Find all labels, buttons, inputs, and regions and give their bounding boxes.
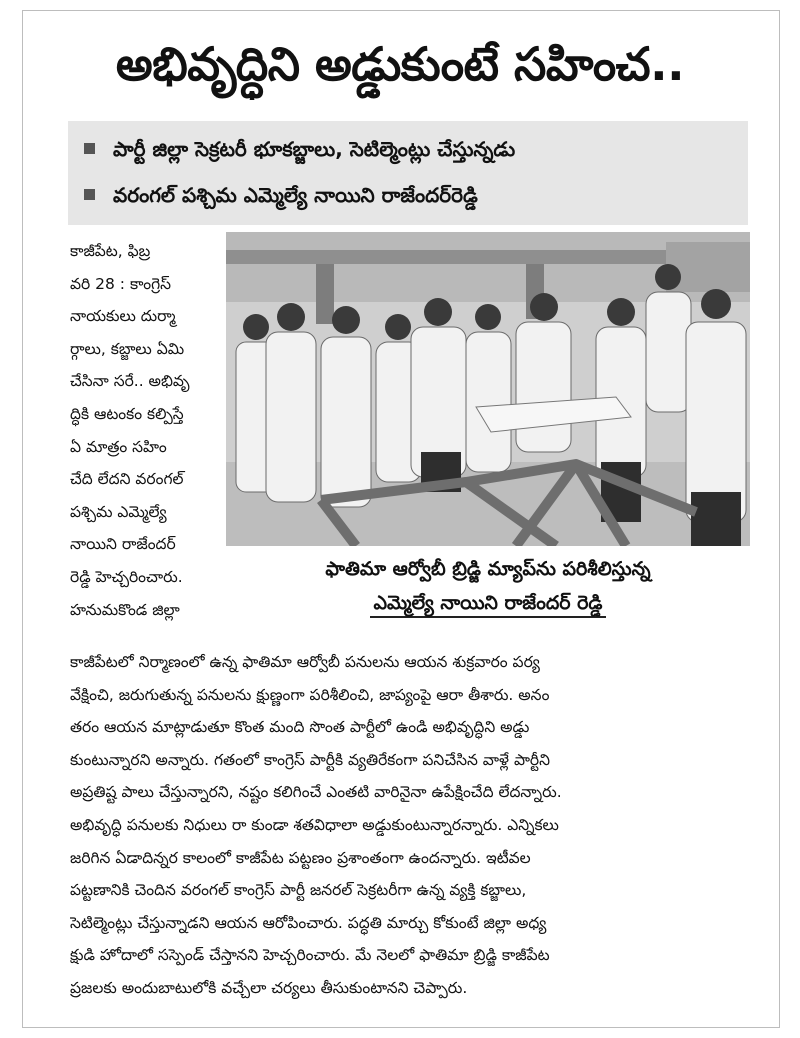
body-line: పట్టణానికి చెందిన వరంగల్ కాంగ్రెస్ పార్టీ జనరల్ సెక్రటరీగా ఉన్న వ్యక్తి కబ్జాలు, bbox=[70, 881, 527, 900]
bullet-square-icon bbox=[84, 143, 95, 154]
article-body-wide-column bbox=[70, 646, 750, 1005]
body-line: ద్ధికి ఆటంకం కల్పిస్తే bbox=[70, 404, 184, 423]
body-line: కుంటున్నారని అన్నారు. గతంలో కాంగ్రెస్ పార్టీకి వ్యతిరేకంగా పనిచేసిన వాళ్లే పార్టీని bbox=[70, 750, 551, 769]
body-line: ర్గాలు, కబ్జాలు ఏమి bbox=[70, 339, 185, 358]
body-line: నాయకులు దుర్మా bbox=[70, 307, 176, 326]
caption-line-2 bbox=[226, 588, 750, 618]
body-line: పశ్చిమ ఎమ్మెల్యే bbox=[70, 502, 167, 521]
subheading-box bbox=[68, 121, 748, 225]
body-line: అప్రతిష్ట పాలు చేస్తున్నారని, నష్టం కలిగించే ఎంతటి వారినైనా ఉపేక్షించేది లేదన్నారు. bbox=[70, 783, 562, 802]
caption-line-1: ఫాతిమా ఆర్వోబీ బ్రిడ్జి మ్యాప్‌ను పరిశీలిస్తున్న bbox=[325, 558, 651, 580]
body-line: వేక్షించి, జరుగుతున్న పనులను క్షుణ్ణంగా పరిశీలించి, జాప్యంపై ఆరా తీశారు. అనం bbox=[70, 685, 550, 704]
news-photo bbox=[226, 232, 750, 546]
body-line: క్షుడి హోదాలో సస్పెండ్ చేస్తానని హెచ్చరించారు. మే నెలలో ఫాతిమా బ్రిడ్జి కాజీపేట bbox=[70, 946, 550, 965]
subheading-2 bbox=[84, 175, 478, 215]
subheading-1 bbox=[84, 129, 515, 169]
news-photo-illustration bbox=[226, 232, 750, 546]
body-line: వరి 28 : కాంగ్రెస్ bbox=[70, 274, 171, 293]
body-line: కాజీపేటలో నిర్మాణంలో ఉన్న ఫాతిమా ఆర్వోబీ పనులను ఆయన శుక్రవారం పర్య bbox=[70, 653, 540, 671]
subheading-text: పార్టీ జిల్లా సెక్రటరీ భూకబ్జాలు, సెటిల్మెంట్లు చేస్తున్నడు bbox=[113, 137, 516, 161]
body-line: తరం ఆయన మాట్లాడుతూ కొంత మంది సొంత పార్టీలో ఉండి అభివృద్ధిని అడ్డు bbox=[70, 718, 530, 737]
subheading-text: వరంగల్ పశ్చిమ ఎమ్మెల్యే నాయిని రాజేందర్‌రెడ్డి bbox=[113, 183, 478, 207]
photo-caption bbox=[226, 548, 750, 628]
body-line: రెడ్డి హెచ్చరించారు. bbox=[70, 567, 183, 586]
body-line: చేది లేదని వరంగల్ bbox=[70, 470, 184, 489]
body-line: హనుమకొండ జిల్లా bbox=[70, 600, 180, 619]
bullet-square-icon bbox=[84, 189, 95, 200]
body-line: సెటిల్మెంట్లు చేస్తున్నాడని ఆయన ఆరోపించారు. పద్ధతి మార్చు కోకుంటే జిల్లా అధ్య bbox=[70, 913, 547, 932]
body-line: చేసినా సరే.. అభివృ bbox=[70, 372, 190, 391]
body-line: కాజీపేట, ఫిబ్ర bbox=[70, 242, 151, 260]
body-line: అభివృద్ధి పనులకు నిధులు రా కుండా శతవిధాలా అడ్డుకుంటున్నారన్నారు. ఎన్నికలు bbox=[70, 815, 559, 834]
body-line: ప్రజలకు అందుబాటులోకి వచ్చేలా చర్యలు తీసుకుంటానని చెప్పారు. bbox=[70, 978, 468, 997]
article-body-narrow-column bbox=[70, 235, 218, 626]
headline: అభివృద్ధిని అడ్డుకుంటే సహించ.. bbox=[115, 37, 685, 91]
caption-line-2-text: ఎమ్మెల్యే నాయిని రాజేందర్ రెడ్డి bbox=[370, 592, 607, 618]
body-line: ఏ మాత్రం సహిం bbox=[70, 437, 167, 456]
body-line: జరిగిన ఏడాదిన్నర కాలంలో కాజీపేట పట్టణం ప్రశాంతంగా ఉందన్నారు. ఇటీవల bbox=[70, 848, 531, 867]
body-line: నాయిని రాజేందర్ bbox=[70, 535, 176, 554]
